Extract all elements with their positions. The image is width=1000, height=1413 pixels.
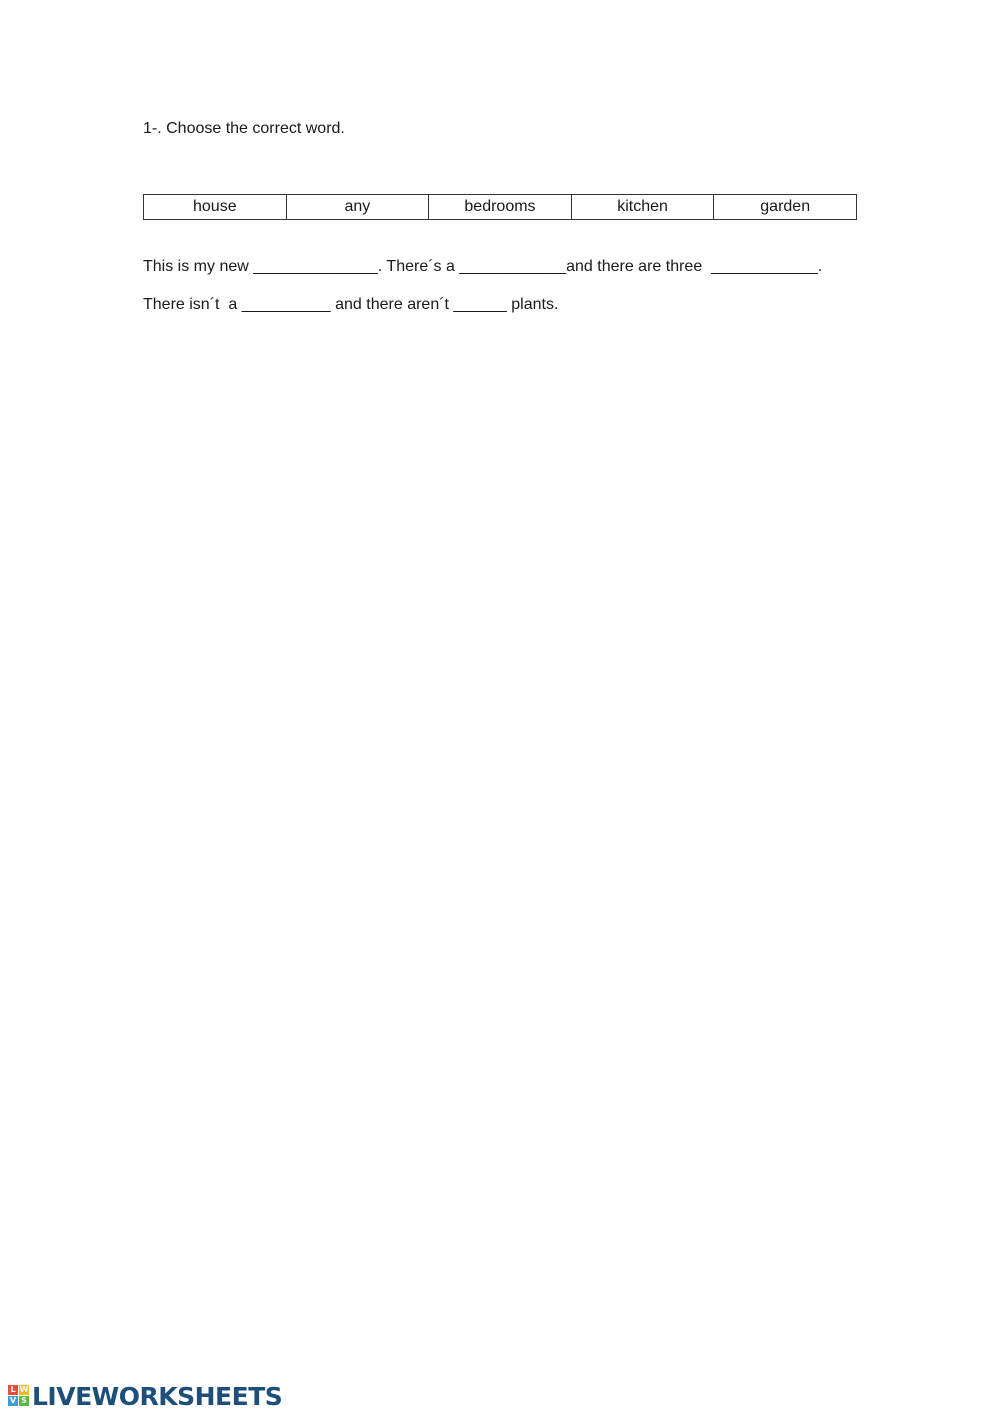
word-bank-cell: house [144, 195, 287, 220]
word-bank-cell: any [286, 195, 429, 220]
liveworksheets-brand[interactable] [8, 1383, 282, 1409]
logo-tile: L [8, 1385, 18, 1395]
word-bank-cell: bedrooms [429, 195, 572, 220]
word-bank-table [143, 194, 857, 220]
fill-in-sentence-1[interactable]: This is my new ______________. There´s a ____________and there are three ____________. [143, 258, 823, 275]
brand-wordmark: LIVEWORKSHEETS [32, 1381, 283, 1411]
logo-tile: S [19, 1396, 29, 1406]
word-bank-row [144, 195, 857, 220]
word-bank-cell: garden [714, 195, 857, 220]
logo-tile: W [19, 1385, 29, 1394]
exercise-instruction: 1-. Choose the correct word. [143, 120, 345, 137]
logo-tile: V [9, 1396, 17, 1405]
fill-in-sentence-2[interactable]: There isn´t a __________ and there aren´t ______ plants. [143, 296, 559, 313]
word-bank-cell: kitchen [571, 195, 714, 220]
liveworksheets-logo-icon [8, 1385, 30, 1407]
